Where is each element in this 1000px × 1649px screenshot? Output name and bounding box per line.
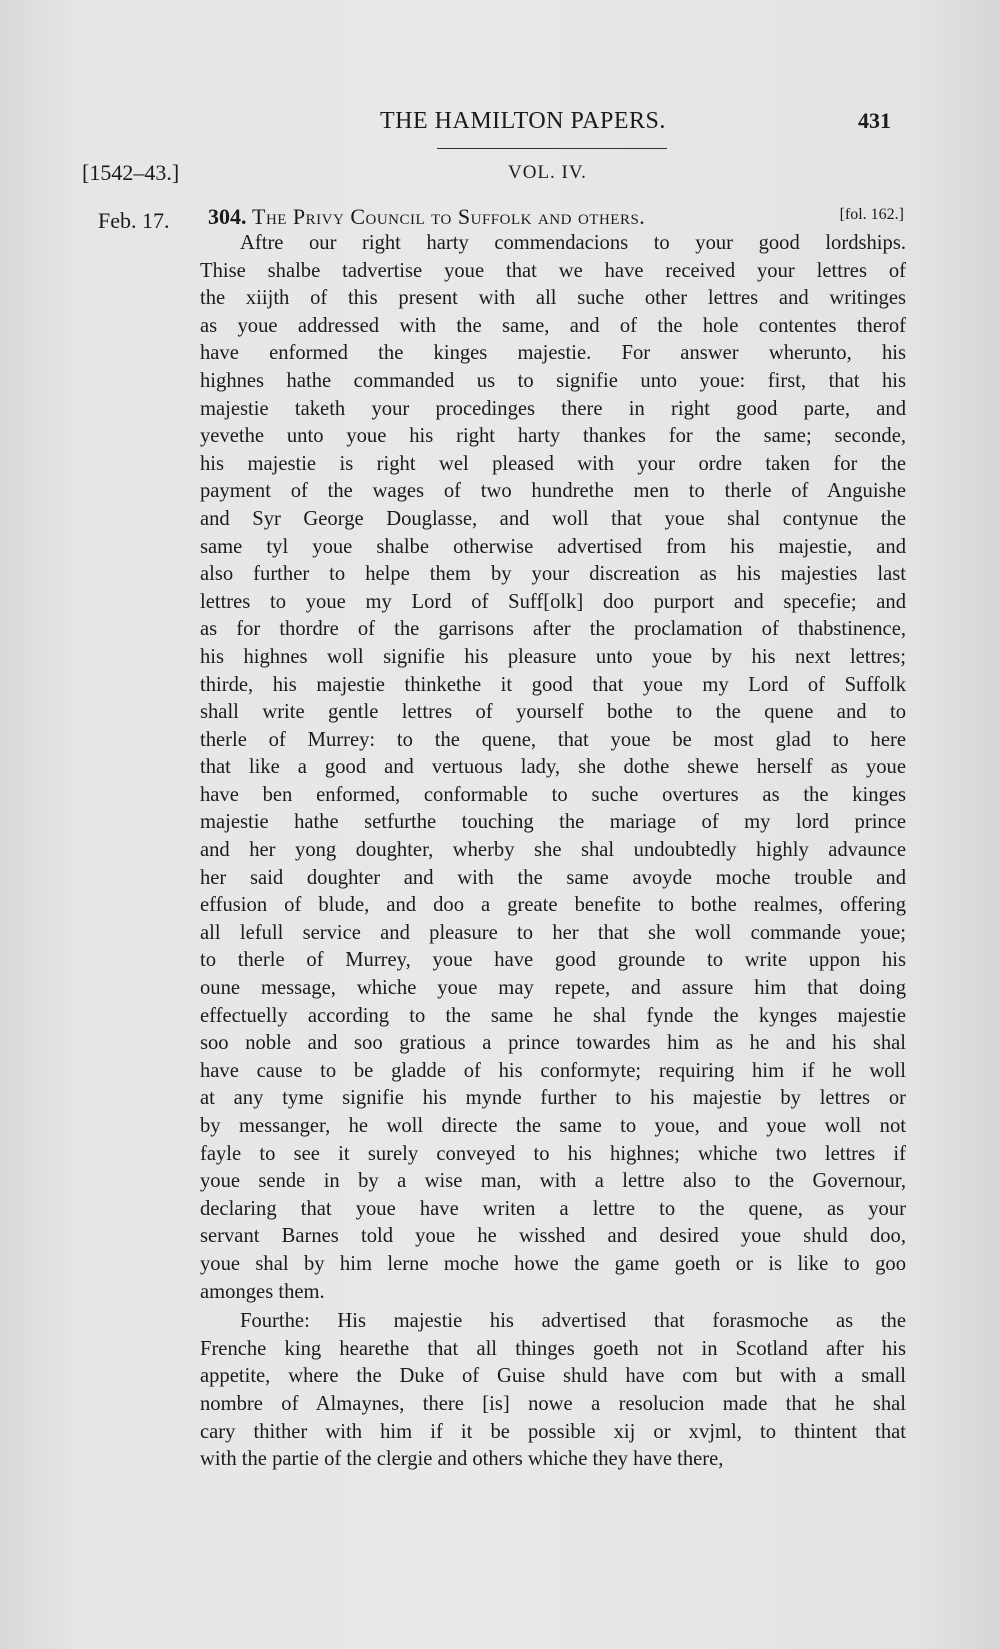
text-line: all lefull service and pleasure to her that she woll commande youe;	[200, 921, 906, 944]
entry-heading	[208, 204, 904, 230]
text-line: at any tyme signifie his mynde further to his majestie by lettres or	[200, 1087, 906, 1110]
volume-label: VOL. IV.	[508, 162, 587, 183]
page-number: 431	[858, 108, 891, 133]
text-line: yevethe unto youe his right harty thankes for the same; seconde,	[200, 425, 906, 448]
text-line: servant Barnes told youe he wisshed and desired youe shuld doo,	[200, 1225, 906, 1248]
text-line: youe sende in by a wise man, with a lettre also to the Governour,	[200, 1170, 906, 1193]
text-line: have ben enformed, conformable to suche overtures as the kinges	[200, 783, 906, 806]
text-line: therle of Murrey: to the quene, that youe be most glad to here	[200, 728, 906, 751]
text-line: thirde, his majestie thinkethe it good that youe my Lord of Suffolk	[200, 673, 906, 696]
header-rule	[437, 148, 667, 149]
entry-number: 304.	[208, 204, 247, 229]
folio-reference: [fol. 162.]	[839, 206, 904, 223]
text-line: majestie hathe setfurthe touching the mariage of my lord prince	[200, 811, 906, 834]
text-line: amonges them.	[200, 1280, 325, 1303]
paragraph	[200, 1308, 906, 1474]
text-line: highnes hathe commanded us to signifie unto youe: first, that his	[200, 369, 906, 392]
entry-title: The Privy Council to Suffolk and others.	[252, 204, 646, 229]
text-line: have enformed the kinges majestie. For answer wherunto, his	[200, 342, 906, 365]
text-line: majestie taketh your procedinges there in right good parte, and	[200, 397, 906, 420]
text-line: to therle of Murrey, youe have good grounde to write uppon his	[200, 949, 906, 972]
text-line: and Syr George Douglasse, and woll that youe shal contynue the	[200, 507, 906, 530]
text-line: his highnes woll signifie his pleasure unto youe by his next lettres;	[200, 645, 906, 668]
text-line: Aftre our right harty commendacions to your good lordships.	[240, 232, 906, 254]
text-line: payment of the wages of two hundrethe men to therle of Anguishe	[200, 480, 906, 503]
text-line: youe shal by him lerne moche howe the game goeth or is like to goo	[200, 1252, 906, 1275]
text-line: cary thither with him if it be possible xij or xvjml, to thintent that	[200, 1420, 906, 1443]
running-title: THE HAMILTON PAPERS.	[380, 108, 666, 134]
text-line: soo noble and soo gratious a prince towardes him as he and his shal	[200, 1032, 906, 1055]
text-line: by messanger, he woll directe the same to youe, and youe woll not	[200, 1115, 906, 1137]
date-range: [1542–43.]	[82, 160, 180, 185]
text-line: also further to helpe them by your discreation as his majesties last	[200, 563, 906, 586]
text-line: shall write gentle lettres of yourself bothe to the quene and to	[200, 701, 906, 724]
text-line: declaring that youe have writen a lettre to the quene, as your	[200, 1197, 906, 1220]
text-line: same tyl youe shalbe otherwise advertised from his majestie, and	[200, 535, 906, 558]
text-line: and her yong doughter, wherby she shal undoubtedly highly advaunce	[200, 839, 906, 862]
text-line: with the partie of the clergie and others whiche they have there,	[200, 1448, 724, 1471]
letter-body	[200, 230, 906, 1474]
text-line: have cause to be gladde of his conformyte; requiring him if he woll	[200, 1059, 906, 1082]
text-line: as youe addressed with the same, and of the hole contentes therof	[200, 314, 906, 337]
text-line: Fourthe: His majestie his advertised that forasmoche as the	[240, 1310, 906, 1333]
text-line: nombre of Almaynes, there [is] nowe a resolucion made that he shal	[200, 1392, 906, 1415]
text-line: that like a good and vertuous lady, she dothe shewe herself as youe	[200, 756, 906, 779]
text-line: lettres to youe my Lord of Suff[olk] doo purport and specefie; and	[200, 590, 906, 613]
text-line: his majestie is right wel pleased with your ordre taken for the	[200, 452, 906, 475]
text-line: effectuelly according to the same he shal fynde the kynges majestie	[200, 1004, 906, 1027]
text-line: oune message, whiche youe may repete, and assure him that doing	[200, 977, 906, 1000]
text-line: Thise shalbe tadvertise youe that we have received your lettres of	[200, 259, 906, 282]
text-line: as for thordre of the garrisons after the proclamation of thabstinence,	[200, 618, 906, 641]
text-line: effusion of blude, and doo a greate benefite to bothe realmes, offering	[200, 894, 906, 917]
text-line: the xiijth of this present with all suche other lettres and writinges	[200, 287, 906, 310]
text-line: her said doughter and with the same avoyde moche trouble and	[200, 866, 906, 889]
paragraph	[200, 230, 906, 1306]
text-line: appetite, where the Duke of Guise shuld have com but with a small	[200, 1365, 906, 1388]
entry-date: Feb. 17.	[98, 208, 170, 233]
text-line: Frenche king hearethe that all thinges goeth not in Scotland after his	[200, 1337, 906, 1360]
text-line: fayle to see it surely conveyed to his highnes; whiche two lettres if	[200, 1142, 906, 1165]
